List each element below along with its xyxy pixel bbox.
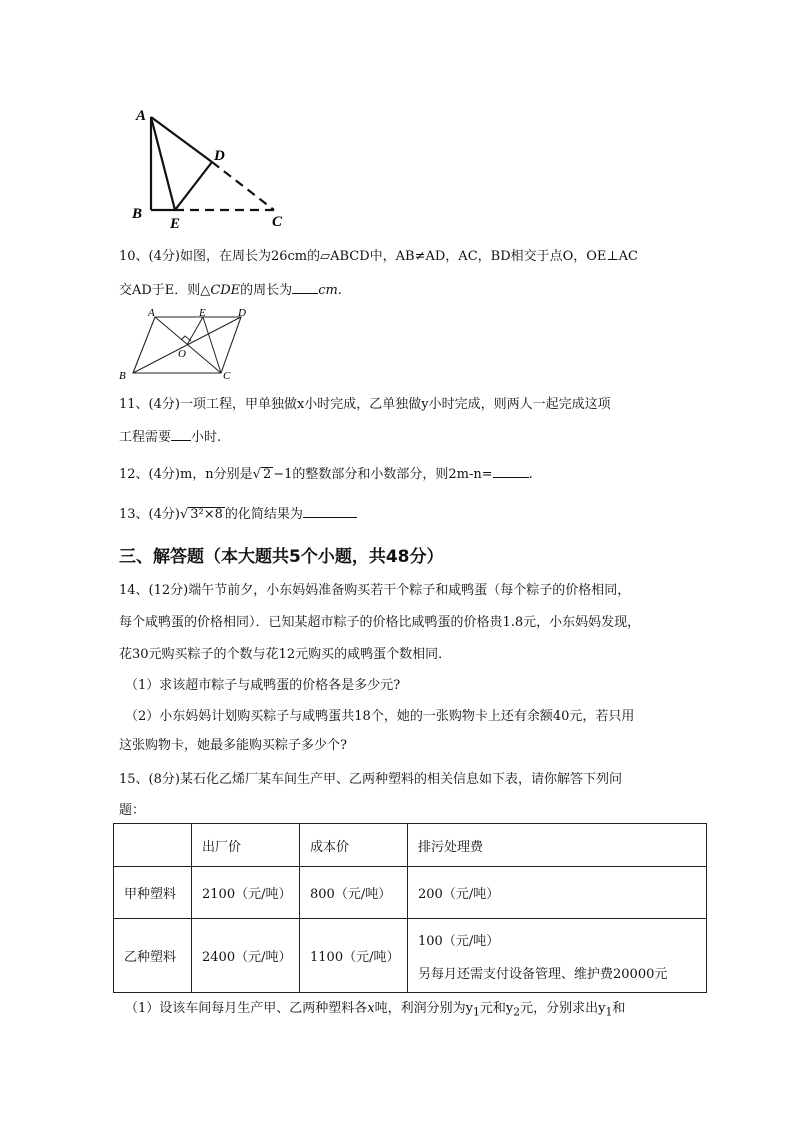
q11-line2-b: 小时. — [191, 430, 222, 445]
figure-parallelogram — [115, 307, 255, 385]
q13-radicand: 3²×8 — [190, 507, 223, 522]
q12-end: . — [528, 467, 533, 482]
section-3-title: 三、解答题（本大题共5个小题，共48分） — [119, 547, 444, 567]
q10-end: . — [337, 283, 342, 298]
table-header-cell: 排污处理费 — [408, 824, 707, 867]
q15-sub1-e: 和 — [612, 1001, 626, 1016]
sqrt-sign-icon: √ — [179, 507, 189, 522]
q12-line — [119, 465, 533, 483]
q10-line2-a: 交AD于E．则△ — [119, 283, 211, 298]
q14-sub1: （1）求该超市粽子与咸鸭蛋的价格各是多少元? — [125, 678, 401, 693]
q10-unit: cm — [318, 283, 338, 298]
q11-line2 — [119, 428, 221, 446]
q11-answer-blank[interactable] — [171, 428, 191, 441]
q10-line2 — [119, 281, 342, 299]
table-row — [114, 867, 707, 919]
q15-line1: 15、(8分)某石化乙烯厂某车间生产甲、乙两种塑料的相关信息如下表，请你解答下列问 — [119, 772, 622, 787]
dashed-dc — [212, 162, 274, 210]
label-d: D — [214, 148, 225, 164]
q15-sub1-s2: 2 — [513, 1005, 521, 1019]
fig2-label-d: D — [238, 307, 246, 319]
fig2-label-a: A — [148, 307, 155, 319]
q15-sub1-s1: 1 — [472, 1005, 480, 1019]
q15-sub1-s3: 1 — [605, 1005, 613, 1019]
q13-line — [119, 505, 357, 523]
q12-radicand: 2 — [262, 467, 272, 482]
q12-mid: −1的整数部分和小数部分，则2m-n= — [273, 467, 493, 482]
q15-sub1-d: 元，分别求出y — [520, 1001, 606, 1016]
q12-answer-blank[interactable] — [493, 465, 529, 478]
table-header-row — [114, 824, 707, 867]
table-cell-line: 100（元/吨） — [418, 933, 500, 949]
table-header-cell: 出厂价 — [192, 824, 300, 867]
table-cell: 乙种塑料 — [114, 919, 192, 993]
q15-sub1-c: 元和y — [479, 1001, 514, 1016]
q15-sub1-x: x — [367, 1001, 375, 1016]
table-header-cell — [114, 824, 192, 867]
plastics-table — [113, 823, 707, 993]
q11-line2-a: 工程需要 — [119, 430, 172, 445]
q14-sub2-line2: 这张购物卡，她最多能购买粽子多少个? — [119, 738, 347, 753]
q14-line2: 每个咸鸭蛋的价格相同）．已知某超市粽子的价格比咸鸭蛋的价格贵1.8元，小东妈妈发现， — [119, 615, 641, 630]
fig2-label-b: B — [119, 370, 126, 382]
fig2-label-c: C — [223, 370, 231, 382]
q10-line2-b: 的周长为 — [240, 283, 293, 298]
fig2-label-e: E — [199, 307, 206, 319]
label-c: C — [272, 214, 283, 230]
table-cell-multiline — [408, 919, 707, 993]
table-row — [114, 919, 707, 993]
fig2-label-o: O — [178, 348, 186, 360]
sqrt-sign-icon: √ — [252, 467, 261, 482]
q14-line1: 14、(12分)端午节前夕，小东妈妈准备购买若干个粽子和咸鸭蛋（每个粽子的价格相同， — [119, 583, 631, 598]
segment-ec — [203, 317, 221, 373]
table-cell: 甲种塑料 — [114, 867, 192, 919]
q13-answer-blank[interactable] — [303, 505, 357, 518]
side-ed — [175, 162, 212, 210]
q14-sub2-line1: （2）小东妈妈计划购买粽子与咸鸭蛋共18个，她的一张购物卡上还有余额40元，若只用 — [125, 709, 635, 724]
q11-line1: 11、(4分)一项工程，甲单独做x小时完成，乙单独做y小时完成，则两人一起完成这项 — [119, 397, 611, 412]
q13-prefix: 13、(4分) — [119, 507, 180, 522]
table-cell: 800（元/吨） — [300, 867, 408, 919]
figure-triangle — [128, 104, 298, 234]
q15-sub1 — [125, 1001, 625, 1021]
q10-cde: CDE — [210, 283, 241, 298]
label-a: A — [136, 108, 147, 124]
table-cell: 2100（元/吨） — [192, 867, 300, 919]
q10-line1: 10、(4分)如图，在周长为26cm的▱ABCD中，AB≠AD，AC，BD相交于点O，OE⊥AC — [119, 249, 638, 264]
q15-line2: 题： — [119, 803, 146, 818]
label-b: B — [132, 206, 143, 222]
q13-suffix: 的化简结果为 — [224, 507, 303, 522]
label-e: E — [170, 216, 181, 232]
table-cell: 200（元/吨） — [408, 867, 707, 919]
q10-answer-blank[interactable] — [292, 281, 318, 294]
table-cell-note: 另每月还需支付设备管理、维护费20000元 — [418, 966, 668, 982]
q15-sub1-a: （1）设该车间每月生产甲、乙两种塑料各 — [125, 1001, 368, 1016]
q12-prefix: 12、(4分)m，n分别是 — [119, 467, 253, 482]
q15-sub1-b: 吨，利润分别为y — [374, 1001, 473, 1016]
table-header-cell: 成本价 — [300, 824, 408, 867]
table-cell: 1100（元/吨） — [300, 919, 408, 993]
table-cell: 2400（元/吨） — [192, 919, 300, 993]
q14-line3: 花30元购买粽子的个数与花12元购买的咸鸭蛋个数相同． — [119, 647, 452, 662]
